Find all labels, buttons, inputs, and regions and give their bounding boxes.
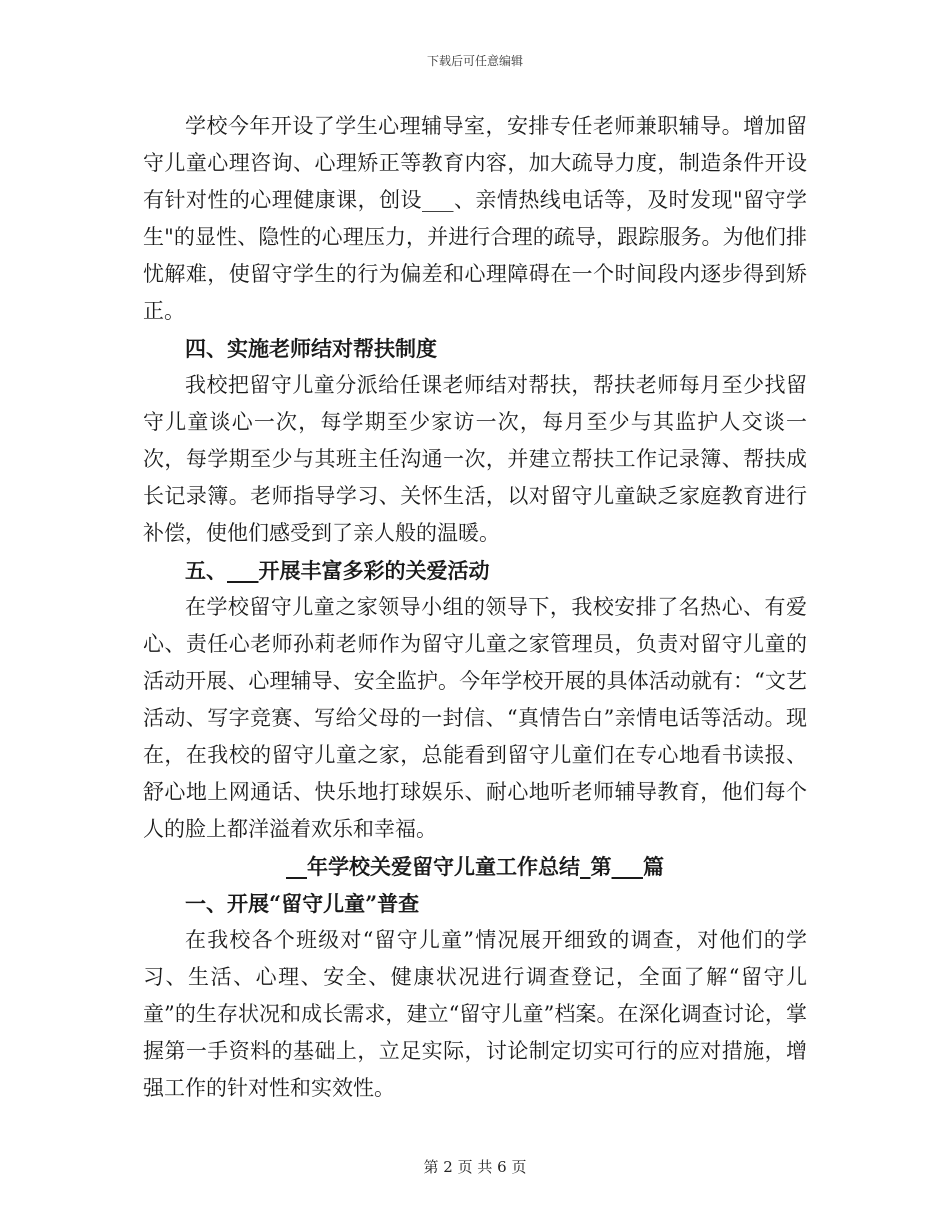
page-number: 第 2 页 共 6 页 [423,1158,527,1176]
section-heading-care-activities: 五、___开展丰富多彩的关爱活动 [185,558,490,583]
paragraph-care-activities: 在学校留守儿童之家领导小组的领导下，我校安排了名热心、有爱心、责任心老师孙莉老师作为留守儿童之家管理员，负责对留守儿童的活动开展、心理辅导、安全监护。今年学校开展的具体活动就有：“文艺活动、写字竞赛、写给父母的一封信、“真情告白”亲情电话等活动。现在，在我校的留守儿童之家，总能看到留守儿童们在专心地看书读报、舒心地上网通话、快乐地打球娱乐、耐心地听老师辅导教育，他们每个人的脸上都洋溢着欢乐和幸福。 [143,595,807,841]
page-header: 下载后可任意编辑 [426,54,523,68]
section-heading-teacher-pairing: 四、实施老师结对帮扶制度 [185,336,437,361]
paragraph-survey: 在我校各个班级对“留守儿童”情况展开细致的调查，对他们的学习、生活、心理、安全、健康状况进行调查登记，全面了解“留守儿童”的生存状况和成长需求，建立“留守儿童”档案。在深化调查讨论，掌握第一手资料的基础上，立足实际，讨论制定切实可行的应对措施，增强工作的针对性和实效性。 [143,928,807,1100]
article-title: __年学校关爱留守儿童工作总结_第___篇 [286,854,664,879]
document-body [143,108,807,1107]
section-heading-survey: 一、开展“留守儿童”普查 [185,891,420,916]
paragraph-psychological-counseling: 学校今年开设了学生心理辅导室，安排专任老师兼职辅导。增加留守儿童心理咨询、心理矫正等教育内容，加大疏导力度，制造条件开设有针对性的心理健康课，创设___、亲情热线电话等，及时发现"留守学生"的显性、隐性的心理压力，并进行合理的疏导，跟踪服务。为他们排忧解难，使留守学生的行为偏差和心理障碍在一个时间段内逐步得到矫正。 [143,114,807,323]
paragraph-teacher-pairing: 我校把留守儿童分派给任课老师结对帮扶，帮扶老师每月至少找留守儿童谈心一次，每学期至少家访一次，每月至少与其监护人交谈一次，每学期至少与其班主任沟通一次，并建立帮扶工作记录簿、帮扶成长记录簿。老师指导学习、关怀生活，以对留守儿童缺乏家庭教育进行补偿，使他们感受到了亲人般的温暖。 [143,373,807,545]
